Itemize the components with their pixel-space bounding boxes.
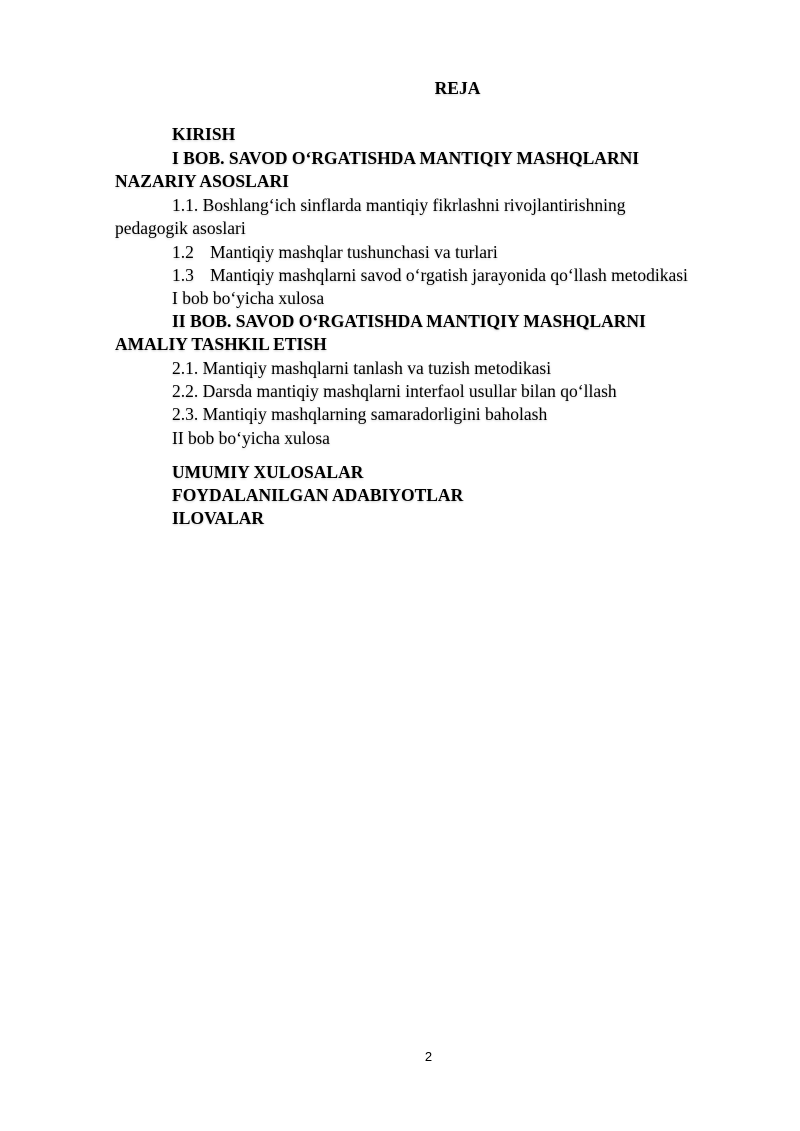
toc-chapter-2-conclusion: II bob bo‘yicha xulosa	[172, 428, 330, 448]
section-title: Mantiqiy mashqlar tushunchasi va turlari	[210, 242, 498, 262]
toc-general-conclusions: UMUMIY XULOSALAR	[172, 462, 364, 482]
toc-appendices: ILOVALAR	[172, 508, 265, 528]
toc-introduction: KIRISH	[172, 124, 236, 144]
toc-chapter-1-heading-line-1: I BOB. SAVOD O‘RGATISHDA MANTIQIY MASHQLARNI	[172, 148, 640, 168]
toc-chapter-1-heading-line-2: NAZARIY ASOSLARI	[115, 171, 289, 191]
page-title: REJA	[434, 78, 481, 98]
section-number: 1.2	[172, 242, 194, 262]
toc-chapter-2-heading-line-2: AMALIY TASHKIL ETISH	[115, 334, 327, 354]
toc-chapter-1-conclusion: I bob bo‘yicha xulosa	[172, 288, 325, 308]
section-title: Mantiqiy mashqlarni savod o‘rgatish jarayonida qo‘llash metodikasi	[210, 265, 688, 285]
toc-section-2-1: 2.1. Mantiqiy mashqlarni tanlash va tuzish metodikasi	[172, 358, 552, 378]
toc-section-1-3	[172, 264, 688, 286]
toc-references: FOYDALANILGAN ADABIYOTLAR	[172, 485, 464, 505]
toc-section-2-2: 2.2. Darsda mantiqiy mashqlarni interfaol usullar bilan qo‘llash	[172, 381, 617, 401]
toc-section-1-1-line-2: pedagogik asoslari	[115, 218, 246, 238]
toc-section-1-2	[172, 241, 498, 263]
toc-section-2-3: 2.3. Mantiqiy mashqlarning samaradorligini baholash	[172, 404, 548, 424]
toc-chapter-2-heading-line-1: II BOB. SAVOD O‘RGATISHDA MANTIQIY MASHQLARNI	[172, 311, 646, 331]
section-number: 1.3	[172, 265, 194, 285]
toc-section-1-1-line-1: 1.1. Boshlang‘ich sinflarda mantiqiy fikrlashni rivojlantirishning	[172, 195, 626, 215]
page-number: 2	[424, 1049, 433, 1064]
